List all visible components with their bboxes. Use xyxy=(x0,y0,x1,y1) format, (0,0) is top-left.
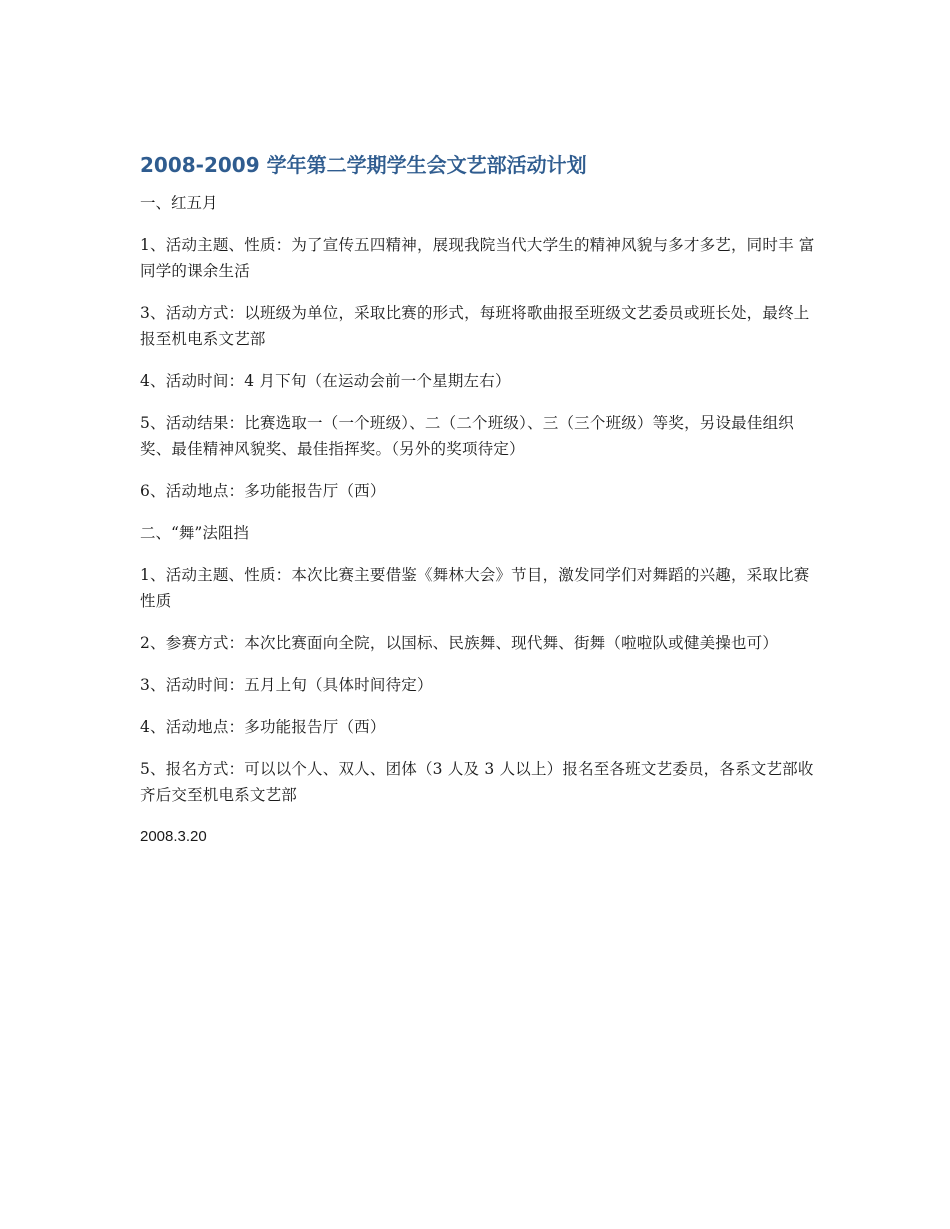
document-title: 2008-2009 学年第二学期学生会文艺部活动计划 xyxy=(140,153,587,177)
section-heading-red-may: 一、红五月 xyxy=(140,194,218,212)
paragraph: 6、活动地点：多功能报告厅（西） xyxy=(140,482,386,500)
paragraph: 3、活动时间：五月上旬（具体时间待定） xyxy=(140,676,433,694)
document-date: 2008.3.20 xyxy=(140,828,207,845)
paragraph: 5、活动结果：比赛选取一（一个班级）、二（二个班级）、三（三个班级）等奖，另设最佳组织奖、最佳精神风貌奖、最佳指挥奖。（另外的奖项待定） xyxy=(140,414,794,458)
paragraph: 1、活动主题、性质：本次比赛主要借鉴《舞林大会》节目，激发同学们对舞蹈的兴趣，采取比赛性质 xyxy=(140,566,810,610)
paragraph: 4、活动时间：4 月下旬（在运动会前一个星期左右） xyxy=(140,372,511,390)
paragraph: 4、活动地点：多功能报告厅（西） xyxy=(140,718,386,736)
paragraph: 2、参赛方式：本次比赛面向全院，以国标、民族舞、现代舞、街舞（啦啦队或健美操也可） xyxy=(140,634,779,652)
paragraph: 5、报名方式：可以以个人、双人、团体（3 人及 3 人以上）报名至各班文艺委员，各系文艺部收齐后交至机电系文艺部 xyxy=(140,760,814,804)
paragraph: 1、活动主题、性质：为了宣传五四精神，展现我院当代大学生的精神风貌与多才多艺，同时丰 富同学的课余生活 xyxy=(140,236,815,280)
paragraph: 3、活动方式：以班级为单位，采取比赛的形式，每班将歌曲报至班级文艺委员或班长处，最终上报至机电系文艺部 xyxy=(140,304,810,348)
document-body xyxy=(140,150,820,850)
section-heading-dance: 二、“舞”法阻挡 xyxy=(140,524,249,542)
